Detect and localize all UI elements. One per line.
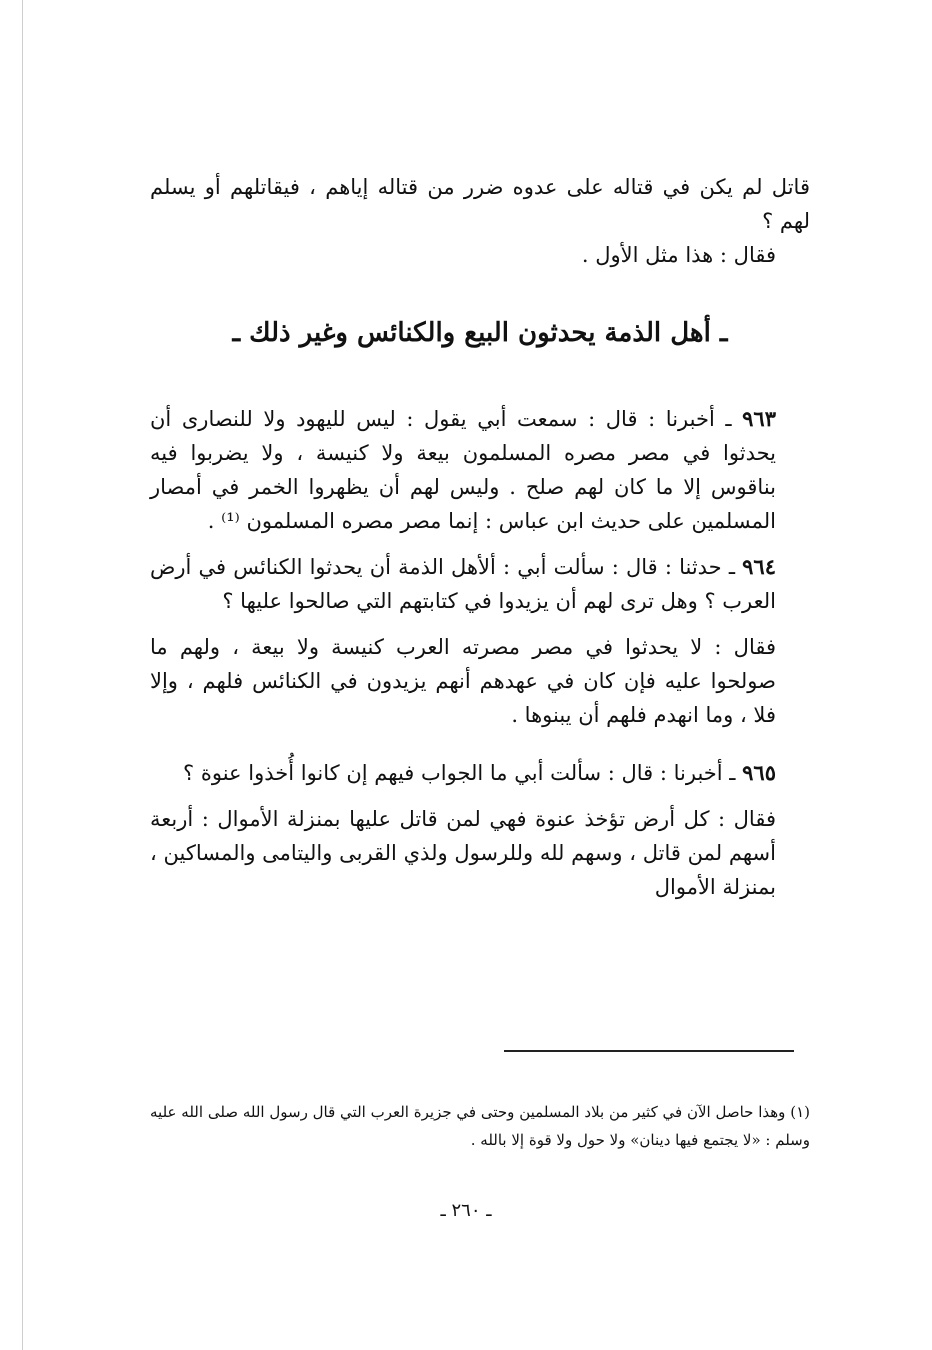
entry-number: ٩٦٣ [742,406,776,431]
entry-963 [150,402,810,538]
intro-line-1: قاتل لم يكن في قتاله على عدوه ضرر من قتاله إياهم ، فيقاتلهم أو يسلم لهم ؟ [150,175,810,233]
scan-edge-line [22,0,23,1350]
entry-number: ٩٦٤ [742,554,776,579]
entry-number: ٩٦٥ [742,760,776,785]
section-heading: ـ أهل الذمة يحدثون البيع والكنائس وغير ذلك ـ [232,318,728,348]
entry-text: ـ أخبرنا : قال : سمعت أبي يقول : ليس لليهود ولا للنصارى أن يحدثوا في مصر مصره المسلمون بيعة ولا كنيسة ، ولا يضربوا فيه بناقوس إلا ما كان لهم صلح . وليس لهم أن يظهروا الخمر في أمصار المسلمين على حديث ابن عباس : إنما مصر مصره المسلمون ⁽¹⁾ . [150,407,776,533]
entry-text: ـ أخبرنا : قال : سألت أبي ما الجواب فيهم إن كانوا أُخذوا عنوة ؟ [183,761,736,785]
intro-line-2: فقال : هذا مثل الأول . [581,243,776,267]
entry-965-answer: فقال : كل أرض تؤخذ عنوة فهي لمن قاتل عليها بمنزلة الأموال : أربعة أسهم لمن قاتل ، وسهم لله وللرسول ولذي القربى واليتامى والمساكين ، بمنزلة الأموال [150,807,776,899]
entry-964 [150,550,810,618]
footnote: (١) وهذا حاصل الآن في كثير من بلاد المسلمين وحتى في جزيرة العرب التي قال رسول الله صلى الله عليه وسلم : «لا يجتمع فيها دينان» ولا حول ولا قوة إلا بالله . [150,1103,810,1149]
page-number: ـ ٢٦٠ ـ [440,1200,492,1221]
footnote-divider [504,1050,794,1052]
entry-965 [150,756,810,790]
page-body [150,170,810,916]
entry-text: ـ حدثنا : قال : سألت أبي : ألأهل الذمة أن يحدثوا الكنائس في أرض العرب ؟ وهل ترى لهم أن يزيدوا في كتابتهم التي صالحوا عليها ؟ [150,555,776,613]
entry-964-answer: فقال : لا يحدثوا في مصر مصرته العرب كنيسة ولا بيعة ، ولهم ما صولحوا عليه فإن كان في عهدهم أنهم يزيدون في الكنائس فلهم ، وإلا فلا ، وما انهدم فلهم أن يبنوها . [150,635,776,727]
